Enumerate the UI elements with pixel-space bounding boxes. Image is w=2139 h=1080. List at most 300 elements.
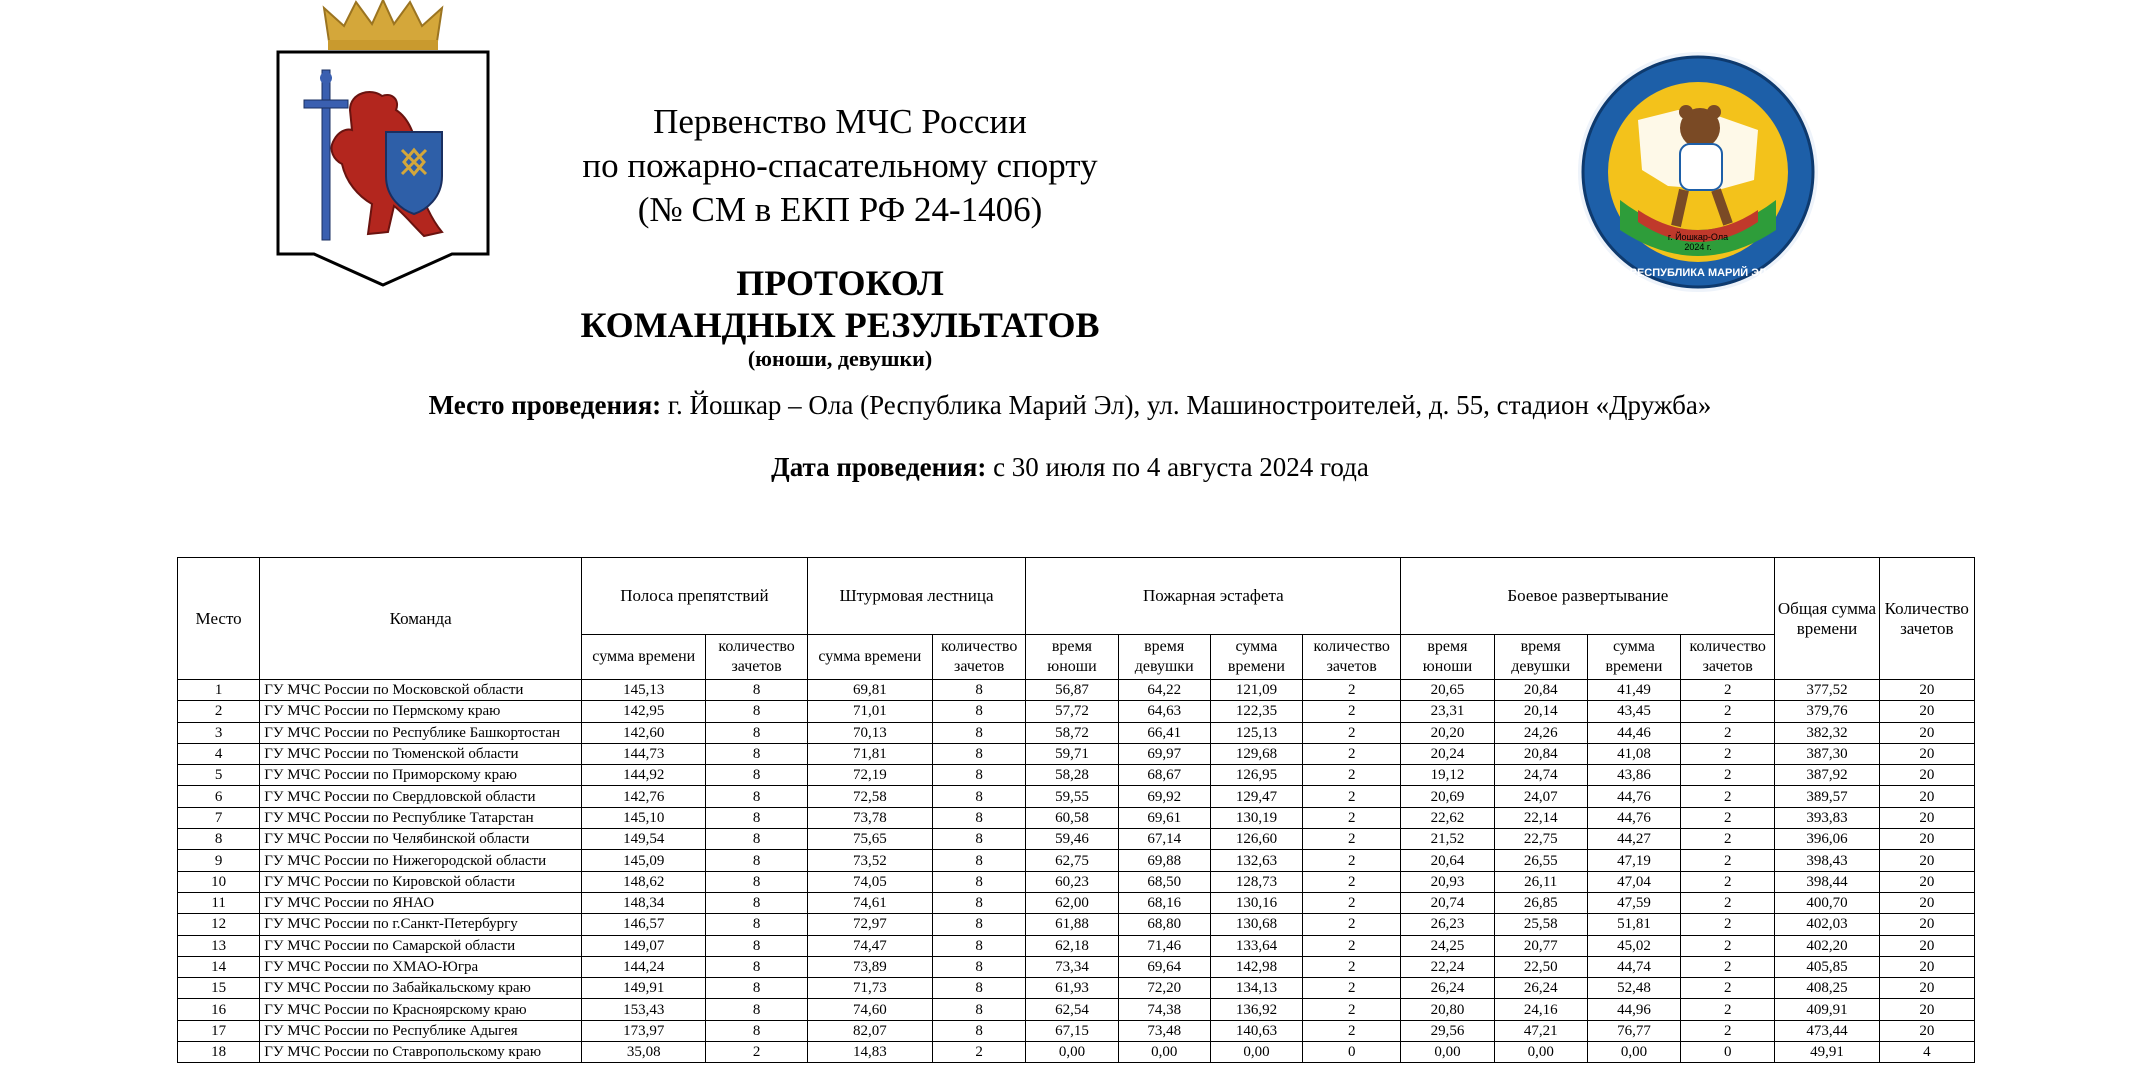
table-cell: 132,63 [1210,850,1302,871]
results-table [177,557,1975,1063]
table-cell: 73,78 [807,807,932,828]
table-cell: 73,48 [1118,1020,1210,1041]
table-cell: 20 [1879,1020,1974,1041]
table-cell: 145,09 [582,850,706,871]
group-header-ladder: Штурмовая лестница [807,558,1026,635]
table-cell: 8 [933,765,1026,786]
place-cell: 8 [178,829,260,850]
col-header-count: Количество зачетов [1879,558,1974,680]
table-cell: 2 [1303,1020,1401,1041]
table-cell: 0,00 [1401,1042,1494,1063]
table-cell: 8 [706,935,807,956]
table-cell: 69,81 [807,680,932,701]
team-cell: ГУ МЧС России по Нижегородской области [260,850,582,871]
table-cell: 2 [1681,743,1775,764]
protocol-line-1: ПРОТОКОЛ [736,263,944,303]
table-cell: 125,13 [1210,722,1302,743]
table-cell: 379,76 [1775,701,1879,722]
table-cell: 149,07 [582,935,706,956]
table-cell: 2 [706,1042,807,1063]
team-cell: ГУ МЧС России по г.Санкт-Петербургу [260,914,582,935]
table-cell: 148,62 [582,871,706,892]
table-cell: 70,13 [807,722,932,743]
place-cell: 10 [178,871,260,892]
table-cell: 2 [1681,722,1775,743]
subheader-count: количество зачетов [933,635,1026,680]
subheader-time-boys: время юноши [1401,635,1494,680]
table-cell: 47,04 [1587,871,1680,892]
table-cell: 20,84 [1494,743,1587,764]
table-cell: 2 [1303,743,1401,764]
table-cell: 8 [706,807,807,828]
table-cell: 20 [1879,956,1974,977]
table-cell: 23,31 [1401,701,1494,722]
table-cell: 142,60 [582,722,706,743]
table-cell: 409,91 [1775,999,1879,1020]
subheader-count: количество зачетов [1303,635,1401,680]
team-cell: ГУ МЧС России по Республике Башкортостан [260,722,582,743]
table-cell: 43,45 [1587,701,1680,722]
table-cell: 19,12 [1401,765,1494,786]
table-cell: 14,83 [807,1042,932,1063]
table-cell: 20,74 [1401,892,1494,913]
table-cell: 389,57 [1775,786,1879,807]
table-cell: 21,52 [1401,829,1494,850]
table-cell: 20 [1879,978,1974,999]
col-header-place: Место [178,558,260,680]
table-cell: 20 [1879,829,1974,850]
table-cell: 142,76 [582,786,706,807]
table-cell: 142,98 [1210,956,1302,977]
table-cell: 2 [1681,978,1775,999]
table-cell: 128,73 [1210,871,1302,892]
table-cell: 26,24 [1494,978,1587,999]
venue-line [200,390,1940,421]
table-row [178,722,1975,743]
table-cell: 71,46 [1118,935,1210,956]
group-header-relay: Пожарная эстафета [1026,558,1401,635]
table-cell: 2 [1303,956,1401,977]
venue-value: г. Йошкар – Ола (Республика Марий Эл), ул. Машиностроителей, д. 55, стадион «Дружба» [661,390,1712,420]
table-cell: 51,81 [1587,914,1680,935]
table-cell: 2 [1681,680,1775,701]
table-cell: 405,85 [1775,956,1879,977]
place-cell: 6 [178,786,260,807]
table-cell: 130,68 [1210,914,1302,935]
table-cell: 24,74 [1494,765,1587,786]
table-cell: 20 [1879,871,1974,892]
table-cell: 8 [933,829,1026,850]
table-cell: 8 [933,743,1026,764]
crown-icon [324,0,442,50]
table-cell: 387,30 [1775,743,1879,764]
table-cell: 2 [1303,935,1401,956]
table-cell: 71,73 [807,978,932,999]
place-cell: 2 [178,701,260,722]
table-cell: 22,75 [1494,829,1587,850]
table-cell: 2 [1681,914,1775,935]
group-header-obstacle: Полоса препятствий [582,558,808,635]
table-cell: 67,15 [1026,1020,1118,1041]
table-cell: 22,50 [1494,956,1587,977]
table-cell: 69,64 [1118,956,1210,977]
subheader-count: количество зачетов [1681,635,1775,680]
table-cell: 2 [1681,786,1775,807]
table-cell: 8 [933,850,1026,871]
table-cell: 62,18 [1026,935,1118,956]
table-cell: 8 [933,914,1026,935]
table-cell: 52,48 [1587,978,1680,999]
table-row [178,1020,1975,1041]
table-cell: 73,52 [807,850,932,871]
table-cell: 68,16 [1118,892,1210,913]
date-value: с 30 июля по 4 августа 2024 года [986,452,1369,482]
subheader-sum-time: сумма времени [1587,635,1680,680]
place-cell: 18 [178,1042,260,1063]
table-cell: 26,55 [1494,850,1587,871]
table-cell: 69,97 [1118,743,1210,764]
coat-of-arms-emblem [272,0,494,290]
team-cell: ГУ МЧС России по ЯНАО [260,892,582,913]
table-cell: 8 [933,807,1026,828]
table-cell: 149,91 [582,978,706,999]
table-cell: 2 [1303,914,1401,935]
table-cell: 2 [1303,829,1401,850]
table-cell: 68,80 [1118,914,1210,935]
table-cell: 24,16 [1494,999,1587,1020]
table-cell: 26,85 [1494,892,1587,913]
subheader-time-girls: время девушки [1494,635,1587,680]
place-cell: 17 [178,1020,260,1041]
place-cell: 1 [178,680,260,701]
table-cell: 2 [1681,807,1775,828]
table-cell: 8 [706,956,807,977]
protocol-line-2: КОМАНДНЫХ РЕЗУЛЬТАТОВ [580,305,1100,345]
table-cell: 44,76 [1587,807,1680,828]
table-cell: 8 [706,999,807,1020]
protocol-title [560,262,1120,346]
table-cell: 8 [706,829,807,850]
table-cell: 8 [706,1020,807,1041]
table-cell: 8 [706,765,807,786]
table-cell: 2 [1681,1020,1775,1041]
table-cell: 396,06 [1775,829,1879,850]
table-cell: 153,43 [582,999,706,1020]
table-cell: 66,41 [1118,722,1210,743]
table-cell: 173,97 [582,1020,706,1041]
table-cell: 393,83 [1775,807,1879,828]
table-cell: 20 [1879,786,1974,807]
table-cell: 73,34 [1026,956,1118,977]
table-cell: 24,26 [1494,722,1587,743]
table-cell: 8 [706,743,807,764]
table-cell: 58,28 [1026,765,1118,786]
table-cell: 20,84 [1494,680,1587,701]
place-cell: 14 [178,956,260,977]
team-cell: ГУ МЧС России по Свердловской области [260,786,582,807]
table-row [178,999,1975,1020]
championship-title [560,100,1120,232]
table-cell: 49,91 [1775,1042,1879,1063]
table-cell: 145,13 [582,680,706,701]
table-cell: 41,08 [1587,743,1680,764]
table-cell: 0,00 [1210,1042,1302,1063]
table-cell: 2 [1681,871,1775,892]
venue-label: Место проведения: [428,390,662,420]
subheader-sum-time: сумма времени [582,635,706,680]
table-cell: 62,54 [1026,999,1118,1020]
ornament-shield-icon [386,132,442,214]
table-row [178,786,1975,807]
table-cell: 72,58 [807,786,932,807]
table-cell: 149,54 [582,829,706,850]
dates-line [200,452,1940,483]
table-cell: 44,96 [1587,999,1680,1020]
table-row [178,935,1975,956]
svg-text:РЕСПУБЛИКА МАРИЙ ЭЛ: РЕСПУБЛИКА МАРИЙ ЭЛ [1629,267,1767,279]
table-cell: 41,49 [1587,680,1680,701]
table-cell: 62,75 [1026,850,1118,871]
team-cell: ГУ МЧС России по Пермскому краю [260,701,582,722]
table-cell: 68,67 [1118,765,1210,786]
table-cell: 398,43 [1775,850,1879,871]
table-cell: 377,52 [1775,680,1879,701]
team-cell: ГУ МЧС России по Тюменской области [260,743,582,764]
table-cell: 26,24 [1401,978,1494,999]
table-cell: 2 [1681,850,1775,871]
table-cell: 20,65 [1401,680,1494,701]
table-cell: 20 [1879,807,1974,828]
subheader-time-boys: время юноши [1026,635,1118,680]
table-cell: 8 [933,956,1026,977]
subheader-time-girls: время девушки [1118,635,1210,680]
table-row [178,807,1975,828]
championship-logo [1568,50,1828,295]
table-cell: 140,63 [1210,1020,1302,1041]
table-cell: 74,47 [807,935,932,956]
table-cell: 8 [706,978,807,999]
table-cell: 8 [706,786,807,807]
place-cell: 7 [178,807,260,828]
table-cell: 76,77 [1587,1020,1680,1041]
subheader-count: количество зачетов [706,635,807,680]
table-row [178,892,1975,913]
table-cell: 8 [933,978,1026,999]
table-cell: 61,88 [1026,914,1118,935]
title-line-3: (№ СМ в ЕКП РФ 24-1406) [637,190,1043,229]
table-cell: 44,46 [1587,722,1680,743]
table-cell: 26,23 [1401,914,1494,935]
table-cell: 2 [1303,807,1401,828]
table-cell: 2 [1681,999,1775,1020]
subheader-sum-time: сумма времени [807,635,932,680]
table-cell: 148,34 [582,892,706,913]
table-cell: 20 [1879,680,1974,701]
table-cell: 400,70 [1775,892,1879,913]
table-cell: 64,22 [1118,680,1210,701]
table-cell: 473,44 [1775,1020,1879,1041]
table-cell: 146,57 [582,914,706,935]
table-cell: 20 [1879,850,1974,871]
team-cell: ГУ МЧС России по Челябинской области [260,829,582,850]
table-cell: 8 [706,850,807,871]
table-cell: 20,64 [1401,850,1494,871]
table-cell: 72,97 [807,914,932,935]
table-row [178,914,1975,935]
table-cell: 130,16 [1210,892,1302,913]
table-cell: 2 [1681,892,1775,913]
place-cell: 3 [178,722,260,743]
table-cell: 2 [1303,680,1401,701]
table-cell: 402,03 [1775,914,1879,935]
table-cell: 58,72 [1026,722,1118,743]
table-cell: 387,92 [1775,765,1879,786]
table-cell: 59,55 [1026,786,1118,807]
subheader-sum-time: сумма времени [1210,635,1302,680]
table-cell: 20 [1879,935,1974,956]
table-cell: 24,25 [1401,935,1494,956]
svg-text:2024 г.: 2024 г. [1684,242,1712,252]
table-cell: 56,87 [1026,680,1118,701]
table-cell: 8 [933,1020,1026,1041]
results-body [178,680,1975,1063]
table-cell: 122,35 [1210,701,1302,722]
table-cell: 57,72 [1026,701,1118,722]
place-cell: 13 [178,935,260,956]
table-cell: 8 [933,701,1026,722]
table-cell: 20 [1879,999,1974,1020]
table-row [178,680,1975,701]
team-cell: ГУ МЧС России по Республике Татарстан [260,807,582,828]
table-cell: 145,10 [582,807,706,828]
table-cell: 8 [706,914,807,935]
table-cell: 0 [1681,1042,1775,1063]
table-cell: 71,81 [807,743,932,764]
team-cell: ГУ МЧС России по Забайкальскому краю [260,978,582,999]
team-cell: ГУ МЧС России по Самарской области [260,935,582,956]
table-cell: 121,09 [1210,680,1302,701]
table-cell: 144,24 [582,956,706,977]
table-cell: 4 [1879,1042,1974,1063]
protocol-subtitle: (юноши, девушки) [747,346,933,371]
table-cell: 144,92 [582,765,706,786]
team-cell: ГУ МЧС России по Красноярскому краю [260,999,582,1020]
table-cell: 62,00 [1026,892,1118,913]
place-cell: 4 [178,743,260,764]
team-cell: ГУ МЧС России по ХМАО-Югра [260,956,582,977]
team-cell: ГУ МЧС России по Кировской области [260,871,582,892]
table-cell: 8 [706,871,807,892]
table-cell: 2 [1303,978,1401,999]
table-cell: 2 [1681,701,1775,722]
table-cell: 134,13 [1210,978,1302,999]
place-cell: 5 [178,765,260,786]
table-row [178,701,1975,722]
table-cell: 8 [933,722,1026,743]
table-cell: 47,21 [1494,1020,1587,1041]
col-header-team: Команда [260,558,582,680]
table-cell: 47,19 [1587,850,1680,871]
table-cell: 8 [933,892,1026,913]
group-header-deploy: Боевое развертывание [1401,558,1775,635]
place-cell: 12 [178,914,260,935]
place-cell: 11 [178,892,260,913]
table-cell: 0 [1303,1042,1401,1063]
table-cell: 133,64 [1210,935,1302,956]
table-cell: 2 [1303,701,1401,722]
table-cell: 68,50 [1118,871,1210,892]
table-cell: 8 [933,786,1026,807]
table-cell: 2 [1303,871,1401,892]
table-cell: 69,88 [1118,850,1210,871]
table-row [178,743,1975,764]
table-cell: 20,20 [1401,722,1494,743]
table-cell: 2 [1303,786,1401,807]
table-cell: 20 [1879,765,1974,786]
table-row [178,871,1975,892]
table-cell: 75,65 [807,829,932,850]
table-cell: 136,92 [1210,999,1302,1020]
table-cell: 72,19 [807,765,932,786]
table-cell: 8 [706,701,807,722]
table-cell: 398,44 [1775,871,1879,892]
table-cell: 2 [1303,850,1401,871]
table-cell: 2 [1681,956,1775,977]
place-cell: 16 [178,999,260,1020]
table-cell: 0,00 [1118,1042,1210,1063]
table-cell: 20 [1879,743,1974,764]
table-cell: 67,14 [1118,829,1210,850]
table-cell: 20,14 [1494,701,1587,722]
table-cell: 2 [1303,892,1401,913]
table-cell: 24,07 [1494,786,1587,807]
title-line-2: по пожарно-спасательному спорту [582,146,1098,185]
table-cell: 20,24 [1401,743,1494,764]
table-cell: 8 [933,871,1026,892]
table-cell: 74,05 [807,871,932,892]
table-cell: 2 [1681,829,1775,850]
table-cell: 2 [933,1042,1026,1063]
table-cell: 44,27 [1587,829,1680,850]
table-cell: 72,20 [1118,978,1210,999]
table-cell: 22,24 [1401,956,1494,977]
table-cell: 0,00 [1494,1042,1587,1063]
table-row [178,978,1975,999]
table-cell: 20,93 [1401,871,1494,892]
table-cell: 142,95 [582,701,706,722]
table-cell: 20 [1879,892,1974,913]
table-cell: 22,14 [1494,807,1587,828]
table-cell: 20,80 [1401,999,1494,1020]
table-cell: 8 [706,722,807,743]
table-cell: 8 [933,999,1026,1020]
table-cell: 20,77 [1494,935,1587,956]
table-cell: 2 [1681,765,1775,786]
table-row [178,829,1975,850]
table-cell: 20 [1879,722,1974,743]
table-cell: 74,61 [807,892,932,913]
table-cell: 73,89 [807,956,932,977]
table-cell: 382,32 [1775,722,1879,743]
table-row [178,765,1975,786]
table-cell: 74,60 [807,999,932,1020]
table-cell: 25,58 [1494,914,1587,935]
svg-text:г. Йошкар-Ола: г. Йошкар-Ола [1667,232,1729,242]
table-cell: 47,59 [1587,892,1680,913]
table-cell: 74,38 [1118,999,1210,1020]
table-cell: 60,23 [1026,871,1118,892]
table-cell: 8 [706,680,807,701]
